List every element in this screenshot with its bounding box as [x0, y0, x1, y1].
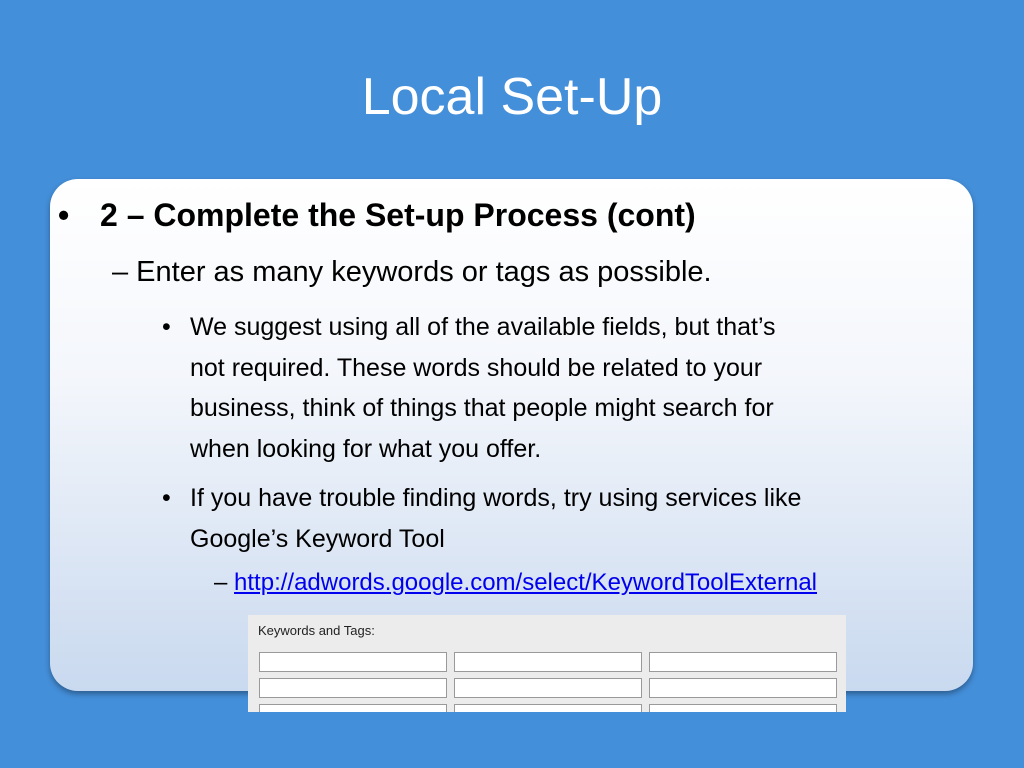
bullet-dot-icon: •: [162, 313, 171, 341]
keyword-field[interactable]: [649, 704, 837, 712]
keyword-field[interactable]: [259, 652, 447, 672]
keyword-field[interactable]: [454, 704, 642, 712]
keywords-tags-form: [248, 615, 846, 712]
slide-title: Local Set-Up: [361, 68, 663, 126]
keyword-field[interactable]: [649, 678, 837, 698]
bullet-dot-icon: •: [58, 197, 70, 233]
keyword-field[interactable]: [454, 652, 642, 672]
keyword-field[interactable]: [259, 678, 447, 698]
dash-marker: –: [214, 569, 228, 596]
bullet-dot-icon: •: [162, 484, 171, 512]
keyword-tool-link[interactable]: http://adwords.google.com/select/KeywordToolExternal: [234, 569, 818, 596]
bullet-level-4: [214, 564, 817, 602]
keywords-tags-label: Keywords and Tags:: [258, 623, 375, 638]
keyword-field[interactable]: [454, 678, 642, 698]
bullet-level-3-text: We suggest using all of the available fields, but that’s not required. These words should be related to your business, think of things that people might search for when looking for what you offer.: [190, 313, 776, 463]
keyword-field[interactable]: [649, 652, 837, 672]
bullet-level-1-text: 2 – Complete the Set-up Process (cont): [100, 197, 696, 233]
bullet-level-2-text: – Enter as many keywords or tags as possible.: [112, 256, 712, 288]
bullet-level-3-text: If you have trouble finding words, try using services like Google’s Keyword Tool: [190, 484, 802, 553]
keyword-field[interactable]: [259, 704, 447, 712]
